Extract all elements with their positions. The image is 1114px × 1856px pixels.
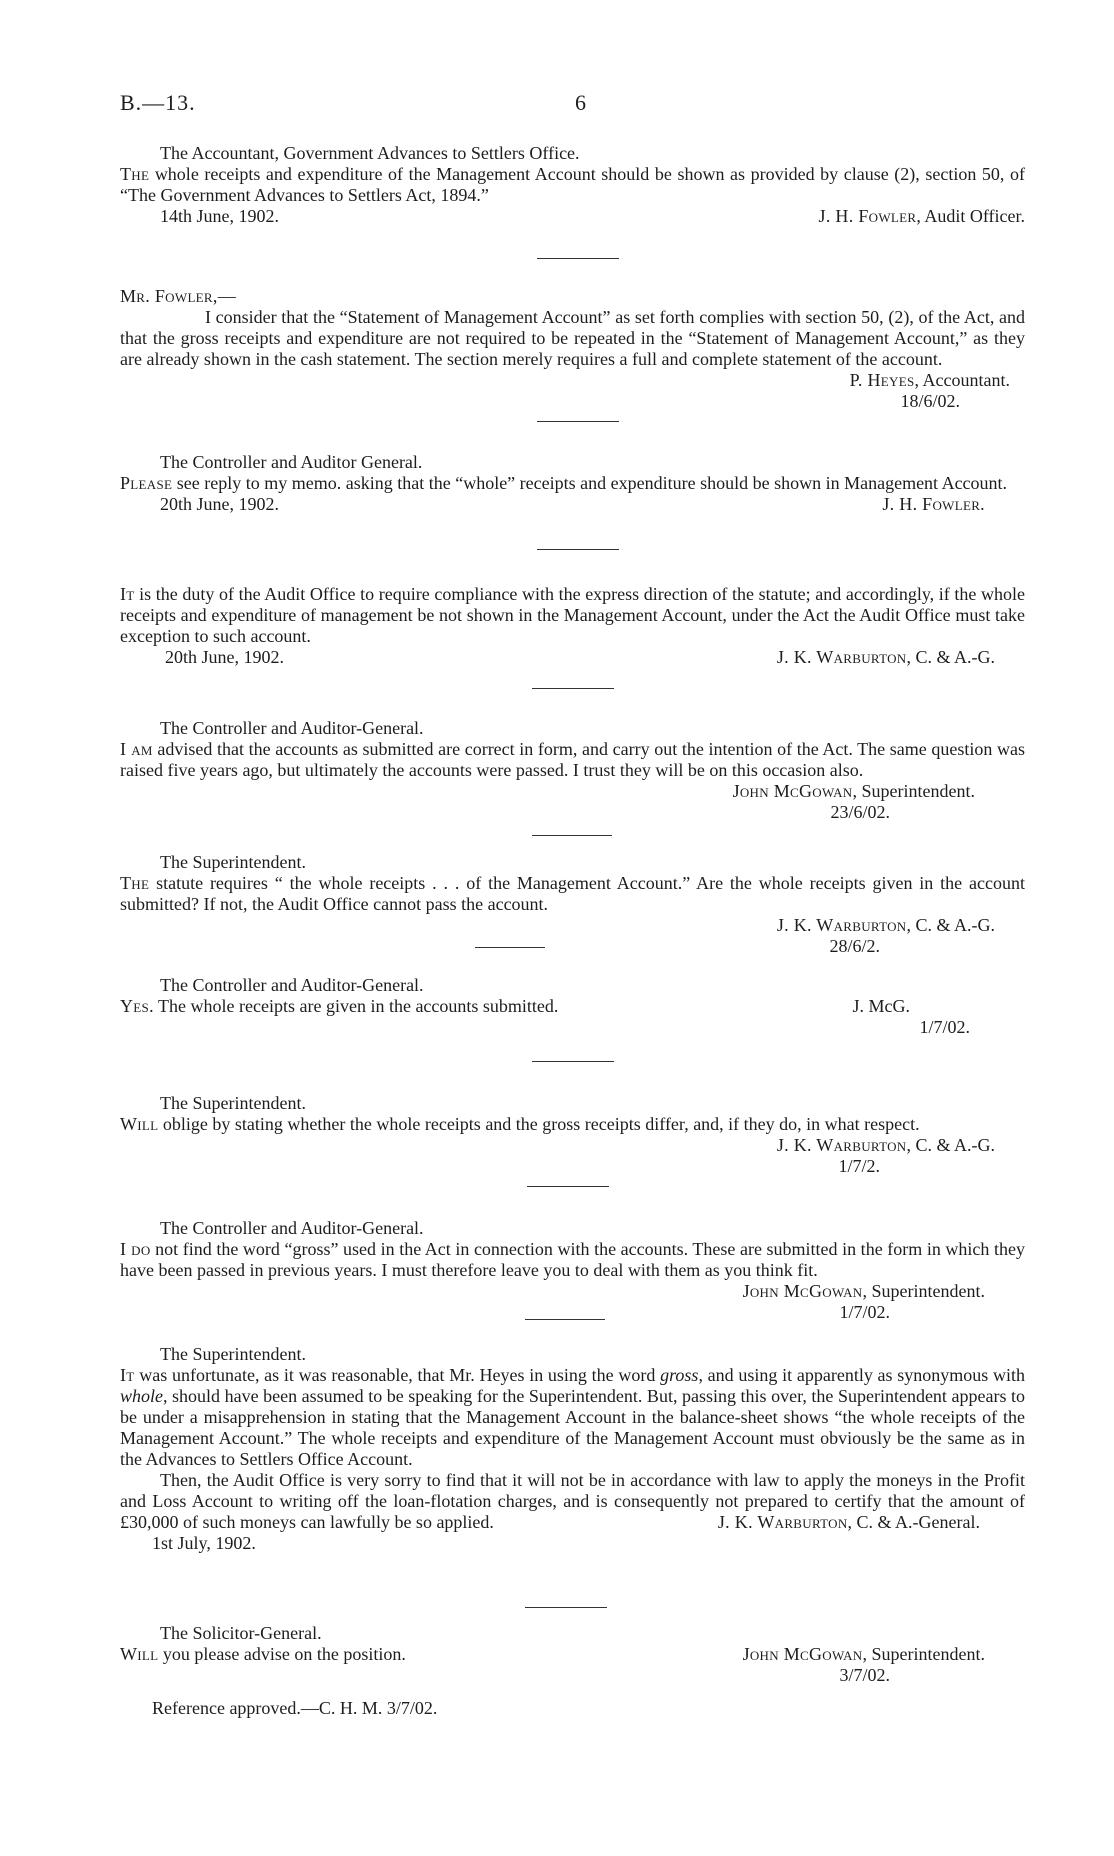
memo-signature: J. McG. [852, 996, 910, 1016]
memo-signature-title: , Superintendent. [852, 781, 975, 801]
separator-rule [537, 549, 619, 550]
separator-rule [532, 1061, 614, 1062]
memo-body: advised that the accounts as submitted are correct in form, and carry out the intention of the Act. The same question was raised five years ago, but ultimately the accounts were passed. I trust they will be on this occasion also. [120, 739, 1025, 780]
memo-date: 1/7/02. [839, 1302, 890, 1322]
memo-body: see reply to my memo. asking that the “whole” receipts and expenditure should be shown in Management Account. [172, 473, 1008, 493]
memo-9 [120, 1218, 1025, 1323]
memo-date: 1/7/2. [838, 1156, 880, 1176]
memo-addressee: The Controller and Auditor-General. [160, 718, 424, 738]
memo-lead: Yes. [120, 996, 154, 1016]
memo-date: 20th June, 1902. [160, 494, 279, 514]
memo-signature: J. K. Warburton [776, 1135, 907, 1155]
memo-date: 23/6/02. [830, 802, 890, 822]
memo-body: , should have been assumed to be speaking for the Superintendent. But, passing this over, the Superintendent appears to be under a misapprehension in stating that the Management Account in the balance-sheet shows “the whole receipts of the Management Account.” The whole receipts and expenditure of the Management Account must obviously be the same as in the Advances to Settlers Office Account. [120, 1386, 1025, 1469]
memo-signature: J. H. Fowler [818, 206, 917, 226]
memo-body: statute requires “ the whole receipts . . . of the Management Account.” Are the whole receipts given in the account submitted? If not, the Audit Office cannot pass the account. [120, 873, 1025, 914]
memo-lead: Please [120, 473, 173, 493]
memo-addressee: The Superintendent. [160, 1344, 306, 1364]
memo-2 [120, 286, 1025, 412]
memo-signature: John McGowan [742, 1644, 863, 1664]
memo-lead: I am [120, 739, 153, 759]
page-number: 6 [575, 90, 586, 115]
memo-signature-title: , Superintendent. [862, 1281, 985, 1301]
memo-date: 20th June, 1902. [165, 647, 284, 667]
memo-body: is the duty of the Audit Office to require compliance with the express direction of the statute; and accordingly, if the whole receipts and expenditure of management be not shown in the Management Account, under the Act the Audit Office must take exception to such account. [120, 584, 1025, 646]
memo-11 [120, 1623, 1025, 1719]
memo-body: The whole receipts are given in the accounts submitted. [153, 996, 559, 1016]
memo-addressee: The Controller and Auditor General. [160, 452, 423, 472]
memo-date: 1st July, 1902. [152, 1533, 256, 1553]
memo-addressee: The Controller and Auditor-General. [160, 975, 424, 995]
memo-signature-title: , C. & A.-G. [906, 1135, 995, 1155]
memo-addressee: The Accountant, Government Advances to Settlers Office. [160, 143, 580, 163]
memo-lead: The [120, 873, 150, 893]
emphasis-gross: gross [660, 1365, 699, 1385]
memo-body: I consider that the “Statement of Management Account” as set forth complies with section 50, (2), of the Act, and that the gross receipts and expenditure are not required to be repeated in the “Statement of Management Account,” as they are already shown in the cash statement. The section merely requires a full and complete statement of the account. [120, 307, 1025, 369]
memo-signature: John McGowan [732, 781, 853, 801]
memo-signature-title: , C. & A.-General. [847, 1512, 980, 1532]
separator-rule [537, 258, 619, 259]
memo-7 [120, 975, 1025, 1038]
memo-signature: J. K. Warburton [717, 1512, 848, 1532]
memo-date: 14th June, 1902. [160, 206, 279, 226]
memo-addressee: The Solicitor-General. [160, 1623, 322, 1643]
memo-lead: The [120, 164, 150, 184]
separator-rule [525, 1319, 605, 1320]
memo-addressee: The Superintendent. [160, 852, 306, 872]
memo-3 [120, 452, 1025, 515]
page-header [120, 90, 1020, 120]
memo-salutation: Mr. Fowler,— [120, 286, 236, 306]
memo-lead: Will [120, 1644, 159, 1664]
separator-rule [537, 421, 619, 422]
memo-lead: Will [120, 1114, 159, 1134]
memo-body: you please advise on the position. [158, 1644, 406, 1664]
memo-lead: It [120, 1365, 135, 1385]
memo-signature: J. H. Fowler. [882, 494, 985, 514]
memo-4 [120, 584, 1025, 668]
memo-body: oblige by stating whether the whole receipts and the gross receipts differ, and, if they do, in what respect. [158, 1114, 920, 1134]
separator-rule [527, 1186, 609, 1187]
memo-8 [120, 1093, 1025, 1177]
memo-addressee: The Controller and Auditor-General. [160, 1218, 424, 1238]
memo-signature: J. K. Warburton [776, 915, 907, 935]
emphasis-whole: whole [120, 1386, 163, 1406]
memo-body: was unfortunate, as it was reasonable, that Mr. Heyes in using the word [134, 1365, 661, 1385]
memo-signature: P. Heyes [849, 370, 915, 390]
separator-rule [525, 1607, 607, 1608]
memo-signature-title: , Audit Officer. [916, 206, 1025, 226]
memo-addressee: The Superintendent. [160, 1093, 306, 1113]
separator-rule [532, 688, 614, 689]
paper-code: B.—13. [120, 90, 196, 115]
memo-lead: I do [120, 1239, 151, 1259]
memo-6 [120, 852, 1025, 957]
separator-rule [532, 835, 612, 836]
memo-signature-title: , C. & A.-G. [906, 915, 995, 935]
memo-signature: J. K. Warburton [776, 647, 907, 667]
memo-date: 18/6/02. [900, 391, 960, 411]
memo-signature-title: , C. & A.-G. [906, 647, 995, 667]
memo-body: whole receipts and expenditure of the Management Account should be shown as provided by clause (2), section 50, of “The Government Advances to Settlers Act, 1894.” [120, 164, 1025, 205]
reference-note: Reference approved.—C. H. M. 3/7/02. [152, 1698, 438, 1718]
memo-date: 28/6/2. [829, 936, 880, 956]
memo-signature-title: , Superintendent. [862, 1644, 985, 1664]
memo-5 [120, 718, 1025, 823]
separator-rule [475, 947, 545, 948]
memo-date: 1/7/02. [919, 1017, 970, 1037]
memo-lead: It [120, 584, 135, 604]
memo-body: not find the word “gross” used in the Act in connection with the accounts. These are submitted in the form in which they have been passed in previous years. I must therefore leave you to deal with them as you think fit. [120, 1239, 1025, 1280]
memo-date: 3/7/02. [839, 1665, 890, 1685]
memo-body-second: Then, the Audit Office is very sorry to find that it will not be in accordance with law to apply the moneys in the Profit and Loss Account to writing off the loan-flotation charges, and is consequently not prepared to certify that the amount of £30,000 of such moneys can lawfully be so applied. [120, 1470, 1025, 1532]
memo-1 [120, 143, 1025, 227]
memo-signature-title: , Accountant. [914, 370, 1010, 390]
memo-body: , and using it apparently as synonymous with [698, 1365, 1025, 1385]
memo-signature: John McGowan [742, 1281, 863, 1301]
memo-10 [120, 1344, 1025, 1554]
